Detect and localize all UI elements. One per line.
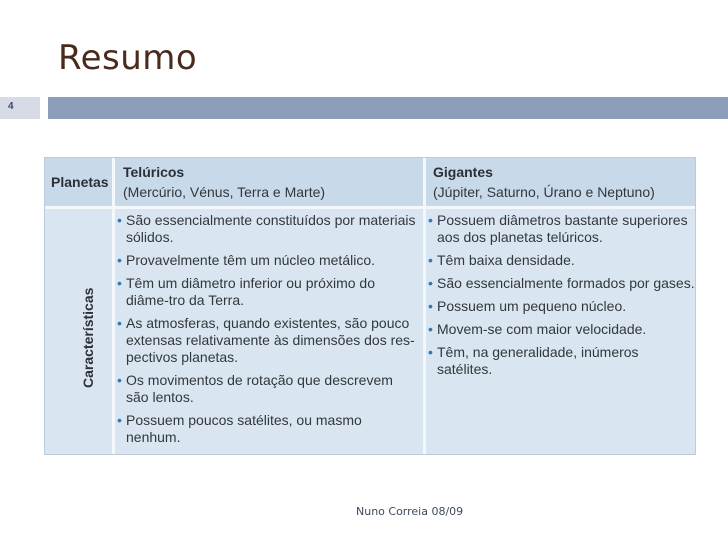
list-item [428,344,696,378]
list-item [428,321,696,338]
list-item-text: Provavelmente têm um núcleo metálico. [126,252,375,268]
list-item-text: Têm, na generalidade, inúmeros satélites. [437,344,639,377]
list-item-text: Têm um diâmetro inferior ou próximo do diâme-tro da Terra. [126,275,375,308]
list-item [117,212,417,246]
bullet-icon: • [117,372,122,388]
list-item [117,275,417,309]
header-divider [45,206,695,209]
bullet-icon: • [117,212,122,228]
list-item-text: Movem-se com maior velocidade. [437,321,647,337]
slide-title: Resumo [58,38,198,78]
slide-number: 4 [8,101,14,112]
column-divider [112,158,115,454]
bullet-icon: • [428,321,433,337]
list-item-text: Têm baixa densidade. [437,252,575,268]
planets-table [44,157,696,455]
bullet-icon: • [117,412,122,428]
bullet-icon: • [117,275,122,291]
bullet-icon: • [117,315,122,331]
list-item [117,252,417,269]
slide-number-bar [0,97,40,119]
bullet-icon: • [428,298,433,314]
list-item [428,252,696,269]
column-subtitle-gigantes: (Júpiter, Saturno, Úrano e Neptuno) [433,184,655,200]
bullet-icon: • [428,344,433,360]
list-item [117,412,417,446]
list-item-text: Possuem diâmetros bastante superiores aos dos planetas telúricos. [437,212,688,245]
list-item-text: Os movimentos de rotação que descrevem são lentos. [126,372,393,405]
gigantes-characteristics-list [428,212,696,384]
column-title-gigantes: Gigantes [433,164,493,180]
column-title-teluricos: Telúricos [123,164,185,180]
bullet-icon: • [428,212,433,228]
list-item [428,275,696,292]
list-item-text: São essencialmente constituídos por materiais sólidos. [126,212,416,245]
bullet-icon: • [428,252,433,268]
column-divider [423,158,426,454]
side-label: Características [80,287,96,388]
list-item [117,315,417,366]
list-item [428,212,696,246]
list-item-text: Possuem poucos satélites, ou masmo nenhum. [126,412,362,445]
bullet-icon: • [428,275,433,291]
teluricos-characteristics-list [117,212,417,452]
column-subtitle-teluricos: (Mercúrio, Vénus, Terra e Marte) [123,184,326,200]
title-accent-bar [48,97,728,119]
list-item [428,298,696,315]
list-item-text: As atmosferas, quando existentes, são pouco extensas relativamente às dimensões dos res-pectivos planetas. [126,315,415,365]
corner-label: Planetas [51,174,109,190]
list-item-text: Possuem um pequeno núcleo. [437,298,627,314]
slide-footer: Nuno Correia 08/09 [356,505,464,518]
bullet-icon: • [117,252,122,268]
list-item-text: São essencialmente formados por gases. [437,275,695,291]
list-item [117,372,417,406]
